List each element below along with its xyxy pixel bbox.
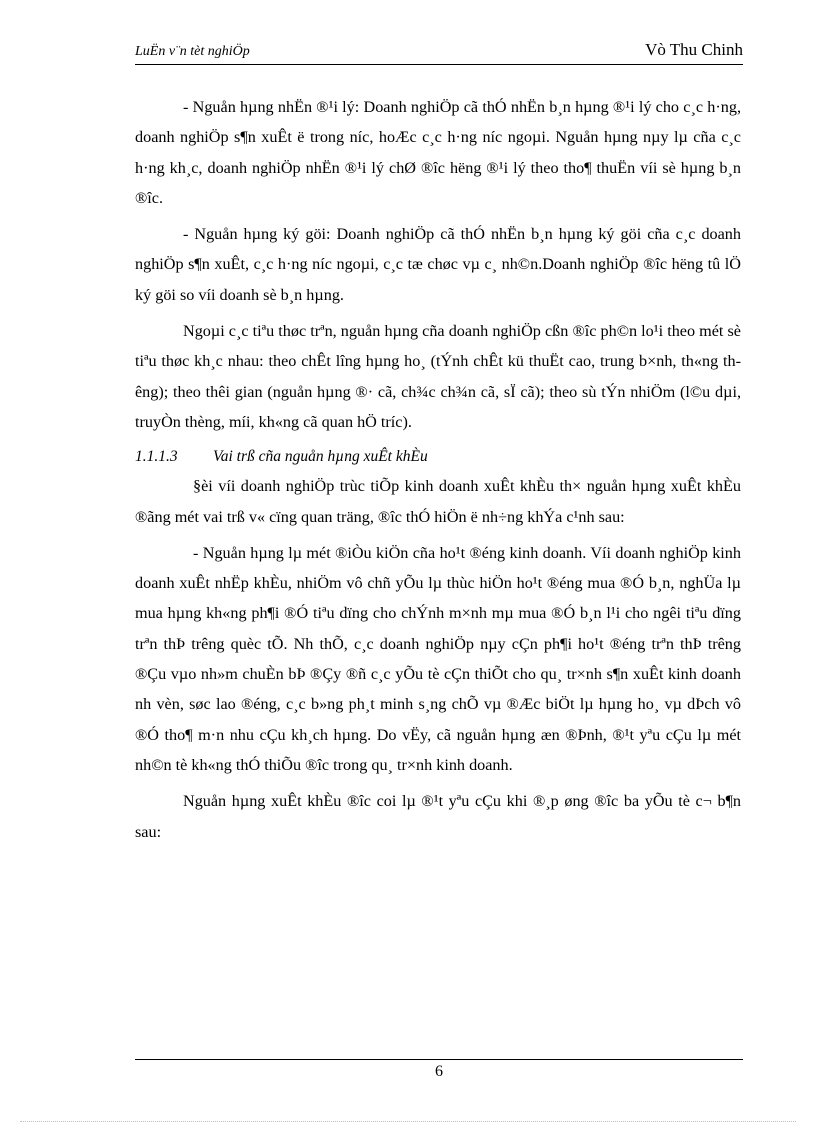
- paragraph-business-condition: - Nguån hµng lµ mét ®iÒu kiÖn cña ho¹t ®éng kinh doanh. Víi doanh nghiÖp kinh doanh xuÊt nhËp khÈu, nhiÖm vô chñ yÕu lµ thùc hiÖn ho¹t ®éng mua ®Ó b¸n, nghÜa lµ mua hµng kh«ng ph¶i ®Ó tiªu dïng cho chÝnh m×nh mµ mua ®Ó b¸n l¹i cho ngêi tiªu dïng trªn thÞ trêng quèc tÕ. Nh thÕ, c¸c doanh nghiÖp nµy cÇn ph¶i ho¹t ®éng trªn thÞ trêng ®Çu vµo nh»m chuÈn bÞ ®Çy ®ñ c¸c yÕu tè cÇn thiÕt cho qu¸ tr×nh s¶n xuÊt kinh doanh nh vèn, søc lao ®éng, c¸c b»ng ph¸t minh s¸ng chÕ vµ ®Æc biÖt lµ hµng ho¸ vµ dÞch vô ®Ó tho¶ m·n nhu cÇu kh¸ch hµng. Do vËy, cã nguån hµng æn ®Þnh, ®¹t yªu cÇu lµ mét nh©n tè kh«ng thÓ thiÕu ®îc trong qu¸ tr×nh kinh doanh.: [135, 543, 741, 774]
- page-header: [135, 38, 743, 65]
- page-edge-divider: [20, 1121, 796, 1122]
- paragraph-role-intro: §èi víi doanh nghiÖp trùc tiÕp kinh doanh xuÊt khÈu th× nguån hµng xuÊt khÈu ®ãng mét vai trß v« cïng quan träng, ®îc thÓ hiÖn ë nh÷ng khÝa c¹nh sau:: [135, 477, 741, 526]
- section-number: 1.1.1.3: [135, 448, 178, 466]
- paragraph-requirements: Nguån hµng xuÊt khÈu ®îc coi lµ ®¹t yªu cÇu khi ®¸p øng ®îc ba yÕu tè c¬ b¶n sau:: [135, 792, 741, 841]
- section-title: Vai trß cña nguån hµng xuÊt khÈu: [213, 448, 428, 466]
- paragraph-other-criteria: Ngoµi c¸c tiªu thøc trªn, nguån hµng cña doanh nghiÖp cßn ®îc ph©n lo¹i theo mét sè tiªu thøc kh¸c nhau: theo chÊt lîng hµng ho¸ (tÝnh chÊt kü thuËt cao, trung b×nh, th«ng thêng); theo thêi gian (nguån hµng ®· cã, ch¾c ch¾n cã, sÏ cã); theo sù tÝn nhiÖm (l©u dµi, truyÒn thèng, míi, kh«ng cã quan hÖ tríc).: [135, 322, 741, 431]
- paragraph-consignment-sources: - Nguån hµng ký göi: Doanh nghiÖp cã thÓ nhËn b¸n hµng ký göi cña c¸c doanh nghiÖp s¶n xuÊt, c¸c h·ng níc ngoµi, c¸c tæ chøc vµ c¸ nh©n.Doanh nghiÖp ®îc hëng tû lÖ ký göi so víi doanh sè b¸n hµng.: [135, 225, 741, 304]
- page-number: 6: [435, 1063, 443, 1080]
- header-thesis-label: LuËn v¨n tèt nghiÖp: [135, 44, 250, 59]
- section-heading: [135, 443, 741, 471]
- footer-divider: [135, 1059, 743, 1060]
- page-body: [135, 92, 741, 853]
- paragraph-agency-sources: - Nguån hµng nhËn ®¹i lý: Doanh nghiÖp cã thÓ nhËn b¸n hµng ®¹i lý cho c¸c h·ng, doanh nghiÖp s¶n xuÊt ë trong níc, hoÆc c¸c h·ng níc ngoµi. Nguån hµng nµy lµ cña c¸c h·ng kh¸c, doanh nghiÖp nhËn ®¹i lý chØ ®îc hëng ®¹i lý theo tho¶ thuËn víi sè hµng b¸n ®îc.: [135, 98, 741, 207]
- header-author-name: Vò Thu Chinh: [645, 40, 743, 59]
